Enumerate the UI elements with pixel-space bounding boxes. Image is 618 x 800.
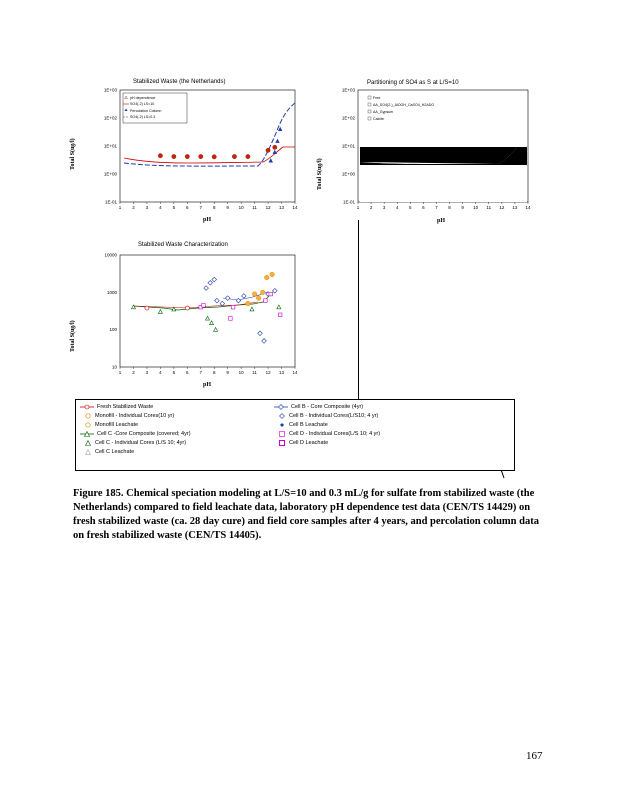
legend-marker-icon xyxy=(278,422,286,428)
chart2-area-top xyxy=(360,147,527,164)
legend-marker-icon xyxy=(274,404,288,410)
chart1-point-ph xyxy=(172,154,176,158)
chart2-title: Partitioning of SO4 as S at L/S=10 xyxy=(367,80,459,86)
x-tick-label: 1 xyxy=(356,205,360,210)
y-tick-label: 100 xyxy=(109,327,117,333)
x-tick-label: 8 xyxy=(212,205,216,210)
chart2-legend-item-3: Calcite xyxy=(373,117,384,121)
legend-item-celld-individual xyxy=(278,431,380,437)
chart3-xlabel: pH xyxy=(203,382,212,388)
x-tick-label: 1 xyxy=(118,205,122,210)
legend-item-cellb-individual xyxy=(278,413,378,419)
chart3-point xyxy=(229,317,233,321)
x-tick-label: 11 xyxy=(252,370,257,375)
chart1-plot xyxy=(78,85,308,220)
y-tick-label: 1000 xyxy=(106,289,117,295)
chart3-title: Stabilized Waste Characterization xyxy=(138,242,228,248)
legend-label: Cell D Leachate xyxy=(289,440,329,446)
legend-marker-icon xyxy=(84,422,92,428)
x-tick-label: 5 xyxy=(172,370,176,375)
x-tick-label: 12 xyxy=(265,205,271,210)
legend-marker-icon xyxy=(84,449,92,455)
y-tick-label: 1E+01 xyxy=(103,143,117,149)
chart3-point xyxy=(252,292,257,297)
y-tick-label: 1E+00 xyxy=(341,171,355,177)
chart1-point-ph xyxy=(266,148,270,152)
x-tick-label: 12 xyxy=(499,205,505,210)
x-tick-label: 6 xyxy=(186,205,189,210)
x-tick-label: 9 xyxy=(226,205,229,210)
y-tick-label: 1E+01 xyxy=(341,143,355,149)
legend-label: Cell D - Individual Cores(L/S 10; 4 yr) xyxy=(289,431,381,437)
legend-item-celld-leachate xyxy=(278,440,328,446)
x-tick-label: 6 xyxy=(186,370,189,375)
x-tick-label: 13 xyxy=(279,205,285,210)
x-tick-label: 11 xyxy=(486,205,492,210)
legend-label: Cell B - Individual Cores(L/S10; 4 yr) xyxy=(289,413,379,419)
chart3-point xyxy=(185,306,189,310)
chart1-y-ticks xyxy=(104,88,118,205)
x-tick-label: 7 xyxy=(199,205,203,210)
chart1-point-ph xyxy=(246,154,250,158)
chart1-title: Stabilized Waste (the Netherlands) xyxy=(133,79,226,85)
legend-label: Fresh Stabilized Waste xyxy=(97,404,154,410)
x-tick-label: 10 xyxy=(238,205,244,210)
y-tick-label: 1E+02 xyxy=(341,115,355,121)
chart3-frame xyxy=(120,255,295,367)
x-tick-label: 6 xyxy=(422,205,425,210)
chart1-point-ph xyxy=(212,155,216,159)
chart3-point xyxy=(264,275,269,280)
x-tick-label: 2 xyxy=(132,370,135,375)
x-tick-label: 12 xyxy=(265,370,271,375)
chart3-ylabel: Total S(ug/l) xyxy=(70,320,76,352)
chart1-ylabel: Total S(ug/l) xyxy=(70,138,76,170)
chart3-point xyxy=(202,303,206,307)
x-tick-label: 9 xyxy=(226,370,229,375)
legend-marker-icon xyxy=(84,440,92,446)
chart2-legend-item-0: Free xyxy=(373,96,381,100)
chart2-legend-item-1: AA_SO4(2-)_AlOOH_CaSO4_H2ADO xyxy=(373,103,435,107)
x-tick-label: 14 xyxy=(525,205,531,210)
legend-item-cellc-leachate xyxy=(84,449,134,455)
y-tick-label: 10000 xyxy=(104,252,117,258)
chart1-legend-item-3: SO4(-2) LS=0.3 xyxy=(130,115,156,119)
x-tick-label: 2 xyxy=(132,205,135,210)
legend-label: Cell B Leachate xyxy=(289,422,328,428)
x-tick-label: 10 xyxy=(473,205,479,210)
x-tick-label: 10 xyxy=(238,370,244,375)
y-tick-label: 1E+00 xyxy=(103,171,117,177)
x-tick-label: 13 xyxy=(279,370,285,375)
legend-item-cellc-individual xyxy=(84,440,186,446)
chart3-point xyxy=(269,292,273,296)
x-tick-label: 3 xyxy=(145,205,149,210)
x-tick-label: 8 xyxy=(212,370,216,375)
y-tick-label: 1E+03 xyxy=(341,87,355,93)
x-tick-label: 3 xyxy=(145,370,149,375)
chart2-legend-item-2: AA_Gypsum xyxy=(373,110,394,114)
figure-caption: Figure 185. Chemical speciation modeling at L/S=10 and 0.3 mL/g for sulfate from stabilized waste (the Netherlands) compared to field leachate data, laboratory pH dependence test data (CEN/TS 14429) on fresh stabilized waste (ca. 28 day cure) and field core samples after 4 years, and percolation column data on fresh stabilized waste (CEN/TS 14405). xyxy=(73,488,539,541)
chart2-xlabel: pH xyxy=(437,218,446,224)
x-tick-label: 3 xyxy=(382,205,386,210)
x-tick-label: 5 xyxy=(409,205,412,210)
chart2-area-clear xyxy=(360,165,527,202)
chart3-point xyxy=(231,305,235,309)
x-tick-label: 2 xyxy=(369,205,373,210)
chart3-point xyxy=(264,299,268,303)
page-number: 167 xyxy=(526,750,543,762)
x-tick-label: 4 xyxy=(395,205,399,210)
legend-item-fresh xyxy=(80,404,153,410)
chart3-point xyxy=(246,301,251,306)
x-tick-label: 11 xyxy=(252,205,257,210)
chart1-point-ph xyxy=(232,154,236,158)
chart1-point-ph xyxy=(185,154,189,158)
legend-item-cellb-core xyxy=(274,404,363,410)
chart1-legend-item-2: Percolation Column xyxy=(130,109,162,113)
x-tick-label: 14 xyxy=(292,205,298,210)
legend-label: Monofill Leachate xyxy=(95,422,139,428)
chart1-point-ph xyxy=(199,154,203,158)
chart1-point-ph xyxy=(273,145,277,149)
legend-marker-icon xyxy=(80,431,94,437)
legend-marker-icon xyxy=(278,431,286,437)
y-tick-label: 1E-01 xyxy=(104,199,117,205)
chart3-point xyxy=(260,290,265,295)
chart3-point xyxy=(270,272,275,277)
legend-label: Monofill - Individual Cores(10 yr) xyxy=(95,413,175,419)
chart3-point xyxy=(145,306,149,310)
legend-label: Cell C -Core Composite (covered; 4yr) xyxy=(97,431,191,437)
legend-item-cellb-leachate xyxy=(278,422,328,428)
legend-label: Cell B - Core Composite (4yr) xyxy=(291,404,364,410)
x-tick-label: 8 xyxy=(448,205,451,210)
x-tick-label: 5 xyxy=(172,205,176,210)
legend-marker-icon xyxy=(278,440,286,446)
x-tick-label: 7 xyxy=(435,205,438,210)
chart3-plot xyxy=(78,250,308,385)
legend-item-monofill-cores xyxy=(84,413,174,419)
legend-marker-icon xyxy=(80,404,94,410)
y-tick-label: 10 xyxy=(111,364,117,370)
chart1-legend-item-1: SO4(-2) LS=10 xyxy=(130,102,155,106)
y-tick-label: 1E-01 xyxy=(342,199,355,205)
legend-marker-icon xyxy=(84,413,92,419)
x-tick-label: 4 xyxy=(159,205,162,210)
y-tick-label: 1E+02 xyxy=(103,115,117,121)
chart3-x-ticks xyxy=(119,367,298,375)
x-tick-label: 7 xyxy=(199,370,203,375)
figure-legend xyxy=(75,399,515,471)
x-tick-label: 1 xyxy=(118,370,122,375)
chart1-legend-item-0: pH dependence xyxy=(130,96,156,100)
chart3-point xyxy=(278,313,282,317)
y-tick-label: 1E+03 xyxy=(103,87,117,93)
chart3-y-ticks xyxy=(104,253,117,370)
chart1-xlabel: pH xyxy=(203,217,212,223)
chart1-x-ticks xyxy=(119,202,298,210)
chart1-point-ph xyxy=(158,154,162,158)
x-tick-label: 4 xyxy=(159,370,162,375)
legend-item-cellc-core xyxy=(80,431,191,437)
x-tick-label: 9 xyxy=(461,205,464,210)
legend-item-monofill-leachate xyxy=(84,422,138,428)
chart2-ylabel: Total S(ug/l) xyxy=(317,158,323,190)
legend-marker-icon xyxy=(278,413,286,419)
x-tick-label: 14 xyxy=(292,370,298,375)
legend-label: Cell C - Individual Cores (L/S 10; 4yr) xyxy=(95,440,187,446)
chart3-point xyxy=(256,296,261,301)
chart2-y-ticks xyxy=(342,88,356,205)
x-tick-label: 13 xyxy=(512,205,518,210)
chart2-plot xyxy=(313,85,538,220)
legend-label: Cell C Leachate xyxy=(95,449,135,455)
chart2-x-ticks xyxy=(357,202,531,210)
